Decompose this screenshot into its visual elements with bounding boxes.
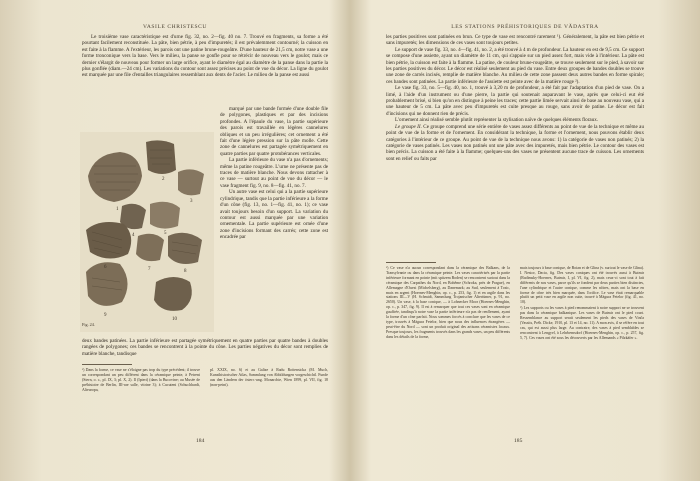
- left-note-2: pl. XXIX, no. 6) et au Galize à Radu Rottensicka (M. Much, Kunsthistorischer Atlas, Sammlung von Abbildungen vorgeschichtl. Funde aus den Ländern der österr.-ung. Monarchie, Wien 1899, pl. VII, fig. 18 (non-peint).: [210, 368, 328, 387]
- right-note-3: ²) Les supports ou les vases à pied renommaient à notre support ne se trouvent pas dans la céramique balkanique. Les vases de Butmir ont le pied court. Ressemblance au support serait seulement les pieds des vases de Vinča (Vassits, Préh. Dicke, 1910, pl. 13 et 14, no. 11). A mon avis, il se réfère en tout cas, qui est aussi plus large. Au contraire, des vases à pied semblables se rencontrent à Lengyel, à Lehrbemsdorf (Hoernes-Menghin, op. c., p. 257, fig. 5, 7). Ces vases ont été sous les découverts par les Allemands « Pilzkäfer ».: [520, 306, 644, 340]
- right-paragraph-3: Le vase fig. 33, no. 5—fig. 40, no. 1, trouvé à 3,20 m de profondeur, a été fait par l'adaptation d'un pied de vase. On a limé, à l'aide d'un instrument ou d'une pierre, la partie qui soutenait auparavant le vase, après que celui-ci eut été probablement brisé, si bien qu'on en distingue à peine les traces; cette partie limée servait ainsi de base au nouveau vase, qui a une hauteur de 5 cm. La pâte avec peu d'impuretés est cuite presque au rouge, sans avoir de patine. Le décor est fait d'incisions qui ne donnent rien de précis.: [386, 85, 644, 117]
- fragment-9: [86, 262, 128, 306]
- figure-24: [80, 132, 214, 332]
- figure-caption: Fig. 24.: [82, 322, 95, 327]
- group-paragraph: [386, 124, 644, 162]
- left-top-paragraph: Le troisième vase caractéristique est d'urne fig. 32, no. 2—fig. 40 no. 7. Trouvé en fragments, sa forme a été pourtant facilement reconstituée. La pâte, bien pétrie, à peu d'impuretés; il est prévalemment contourné; la cuisson en est faite à la flamme. A l'extérieur, les parois ont une patine brune-rougeâtre. D'une hauteur de 21,5 cm, notre vase a une forme tronconique vers la base. Vers le milieu, la panse se gonfle pour se rétrécir de nouveau vers le goulot; mais ce dernier s'élargit de nouveau pour former un large orifice, ayant le diamètre égal au diamètre de la panse dans la partie la plus gonflée (diam.—24 cm). Les variations du contour sont assez précises au point de vue du décor. La ligne du goulot est marquée par une file d'entailles triangulaires ressemblant aux dents de l'acier. Le milieu de la panse est aussi: [82, 34, 328, 79]
- left-note-1: ¹) Dans la forme, ce vase ne s'éloigne pas trop du type précédent; il trouve un correspondant un peu différent dans la céramique peinte, à Petreni (Stern, o. c., pl. IX, 3; pl. X, 2). Il (Ipteri) (dans la Bucovine; au Musée de préhistoire de Berlin, III-rae salle, vitrine 3); à Cucuteni (Schuchhardt, Alteuropa,: [82, 368, 200, 392]
- fig-label-1: 1: [116, 207, 119, 212]
- fig-label-2: 2: [162, 177, 165, 182]
- left-side-paragraph-3: Un autre vase est celui qui a la partie supérieure cylindrique, tandis que la partie inférieure a la forme d'un cône (fig. 13, no. 1—fig. 41, no. 1); ce vase avait toujours besoin d'un support. La variation du contour est aussi marquée par une variation ornementale. La partie supérieure est ornée d'une zone d'incisions formant des carrés; cette zone est encadrée par: [220, 189, 328, 241]
- fig-label-10: 10: [172, 317, 177, 322]
- fragment-2: [146, 140, 176, 174]
- fig-label-7: 7: [148, 267, 151, 272]
- right-paragraph-1: les parties positives sont patinées en brun. Ce type de vase est rencontré rarement ¹). Généralement, la pâte est bien pétrie et sans impuretés; les dimensions de ces vases sont toujours petites.: [386, 34, 644, 47]
- right-running-head: LES STATIONS PRÉHISTORIQUES DE VĂDASTRA: [451, 24, 599, 30]
- group-heading: Le groupe II.: [395, 123, 422, 130]
- right-notes-col-1: [386, 266, 510, 341]
- fragment-10: [154, 277, 192, 311]
- fig-label-4: 4: [132, 233, 135, 238]
- fragment-5: [150, 202, 180, 229]
- right-footnote-rule: [386, 262, 436, 263]
- right-paragraph-2: Le support de vase fig. 33, no. 4—fig. 41, no. 2, a été trouvé à 4 m de profondeur. La hauteur en est de 9,5 cm. Ce support se compose d'une assiette, ayant un diamètre de 11 cm, qui s'appuie sur un pied assez fort, mais vide à l'intérieur. La pâte est bien pétrie, la cuisson est faite à la flamme. La patine, de couleur brune-rougeâtre, se trouve seulement sur le pied, à savoir sur les parties positives du décor. Le décor est réalisé seulement au pied du vase. Entre deux groupes de bandes doubles se trouve une zone de carrés incisés, remplie de matière blanche. Au milieu de cette zone passent deux autres bandes en forme spirale; ces bandes sont patinées. La partie inférieure de l'assiette est peinte avec de la matière rouge ²).: [386, 46, 644, 85]
- fragment-7: [136, 234, 164, 261]
- right-paragraph-4: L'ornement ainsi réalisé semble plutôt représenter la stylisation naïve de quelques éléments floraux.: [395, 117, 599, 124]
- fig-label-3: 3: [190, 199, 193, 204]
- right-main-text: [386, 34, 644, 162]
- pottery-fragments-figure: [80, 132, 214, 332]
- left-notes-col-2: [210, 368, 328, 389]
- right-page: [350, 0, 700, 481]
- left-top-text: [82, 34, 328, 79]
- left-page-number: 184: [196, 438, 205, 444]
- left-side-paragraph-2: La partie inférieure du vase n'a pas d'ornements; même la patine rougeâtre. L'urne ne présente pas de traces de matière blanche. Nous devons rattacher à ce vase — surtout au point de vue du décor — le vase fragment fig. 9, no. 8—fig. 41, no. 7.: [220, 157, 328, 189]
- right-notes-col-2: [520, 266, 644, 342]
- fragment-8: [168, 233, 202, 264]
- group-text: Ce groupe comprend une série entière de vases assez différents au point de vue de la technique et même au point de vue de la forme et de l'ornement. En considérant la technique, la forme et l'ornement, nous pouvons établir deux catégories à l'intérieur de ce groupe. Au point de vue de la technique nous avons: 1) la catégorie de vases non patinés; 2) la catégorie de vases patinés. Les vases non patinés ont une pâte avec des impuretés, mais bien pétrie. Le contour des vases est bien précis. La cuisson a été faite à la flamme; quelques-uns des vases ne présentent aucune trace de cuisson. Les ornements sont en relief ou faits par: [386, 123, 644, 162]
- left-running-head: VASILE CHRISTESCU: [142, 24, 208, 30]
- fig-label-8: 8: [184, 269, 187, 274]
- left-bottom-text: [82, 338, 328, 357]
- right-page-number: 185: [514, 438, 523, 444]
- fragment-3: [178, 169, 204, 195]
- left-footnote-rule: [82, 364, 132, 365]
- right-note-2: mais toujours à base conique, de Boian et de Glina (v. surtout le vase de Glina). I. Nestor, Dacia, fig. Des vases coniques ont été trouvés aussi à Butmir (Radimsky-Hoernes, Butmir, I, pl. VI, fig. 2), mais ceux-ci sont tout à fait différents de nos vases, parce qu'ils se fondent par deux parties bien distinctes, l'une cylindrique et l'autre conique, comme les nôtres, mais ont la base en forme de cône très bien marquée, dans l'orifice. Le vase était remarquable plutôt un petit vase en argile non cuite, trouvé à Măgura Fetelor (fig. 41, no. 10).: [520, 266, 644, 305]
- fig-label-5: 5: [164, 231, 167, 236]
- fig-label-6: 6: [104, 265, 107, 270]
- fig-label-9: 9: [104, 313, 107, 318]
- left-side-paragraph-1: marqué par une bande formée d'une double file de polygones, plastiques et par des incisions profondes. A l'épaule du vase, la partie supérieure des parois est travaillée en légères cannelures obliques et un peu irrégulières; cet ornement a été fait d'une légère pression sur la pâte molle. Cette zone de cannelures est partagée symétriquement en quatre parties par quatre protubérances verticales.: [220, 106, 328, 157]
- right-note-1: ¹) Ce vase n'a aucun correspondant dans la céramique des Balkans, de la Transylvanie ou dans la céramique peinte. Les vases caractérisés par la partie inférieure formant en pointe (mit spitzem Boden) se rencontrent surtout dans la céramique des Carpathes du Nord, en Bohême (Schroka, près de Prague), en Allemagne d'Ouest (Michelsberg), au Danemark; au Sud, seulement à Tosic, mais en argent (Hoernes-Menghin, op. c., p. 253, fig. 1) et en argile dans les stations III—V (H. Schmidt, Sammlung Trojanischer Altertümer, p. 91, no. 2650). Un vase, à la base conique, — à Lohnecker Moor (Hoernes-Menghin, op. c., p. 347, fig. 9). Il est à remarquer que tout ces vases sont en céramique gauffrée, tandisqu'à notre vase la partie inférieure n'a pas de renflement, ayant la forme d'un cône parfait. Nous sommes forcés à conclure que les vases de ce type, trouvés à Măgura Fetelor, bien que nous des influences étrangères — peut-être du Nord — sont un produit original des artisans céramistes locaux. Presque toujours, les fragments trouvés dans les grands vases, un peu différents dans les détails de la forme,: [386, 266, 510, 339]
- left-notes-col-1: [82, 368, 200, 394]
- left-bottom-paragraph: deux bandes patinées. La partie inférieure est partagée symétriquement en quatre parties par quatre bandes à doubles rangées de polygones; ces bandes se rencontrent à la pointe du cône. Les parties négatives du décor sont remplies de matière blanche, tandisque: [82, 338, 328, 357]
- left-side-text: [220, 106, 328, 241]
